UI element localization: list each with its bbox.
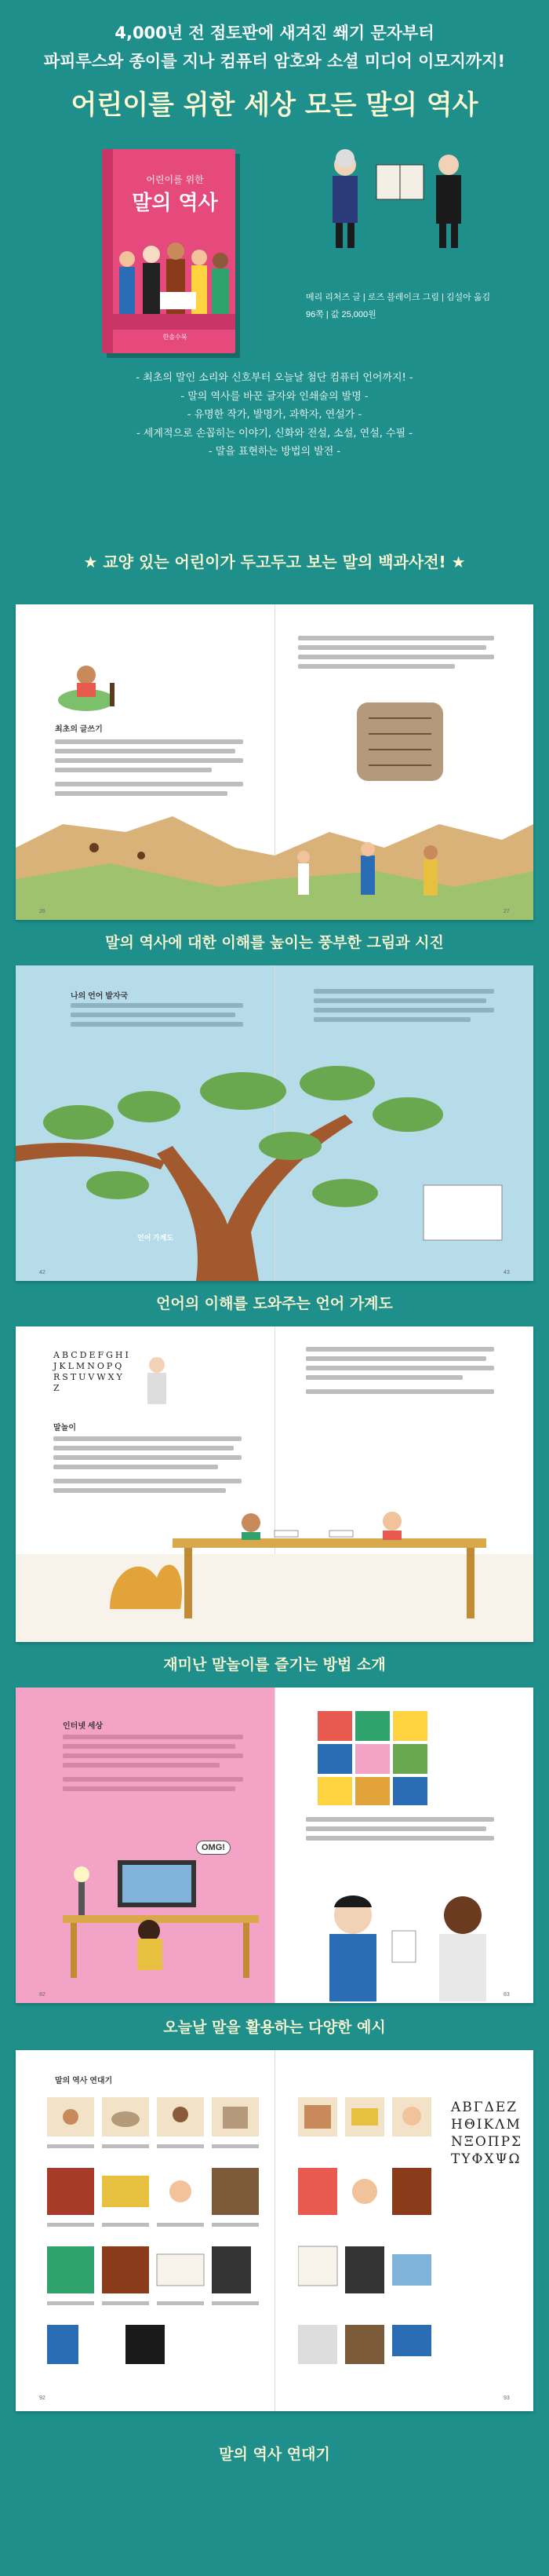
spread-language-tree: [16, 965, 533, 1281]
landscape-illustration: [16, 801, 533, 920]
text-line: [63, 1735, 243, 1739]
text-line: [55, 758, 243, 763]
spread-first-writing: [16, 604, 533, 920]
text-line: [63, 1786, 235, 1791]
text-line: [298, 664, 455, 669]
page-gutter: [274, 2050, 275, 2411]
page-number: 92: [39, 2395, 45, 2401]
text-line: [53, 1446, 234, 1450]
feature-item: - 세계적으로 손꼽히는 이야기, 신화와 전설, 소설, 연설, 수필 -: [136, 427, 413, 440]
greek-alphabet-line: ΗΘΙΚΛΜ: [451, 2117, 522, 2133]
text-line: [53, 1436, 242, 1441]
text-line: [63, 1744, 235, 1749]
spread-caption: 오늘날 말을 활용하는 다양한 예시: [163, 2019, 386, 2036]
greek-alphabet-line: ΑΒΓΔΕΖ: [451, 2100, 518, 2115]
book-cover-illustration: [113, 220, 235, 330]
book-title: 말의 역사: [132, 192, 218, 215]
feature-item: - 최초의 말인 소리와 신호부터 오늘날 첨단 컴퓨터 언어까지! -: [136, 372, 413, 384]
text-line: [55, 791, 227, 796]
timeline-left-illustration: [47, 2097, 259, 2380]
page-gutter: [274, 1688, 275, 2003]
language-tree-illustration: [16, 1028, 533, 1281]
text-line: [306, 1389, 494, 1394]
page-number: 26: [39, 909, 45, 914]
text-line: [55, 782, 243, 786]
tree-label: 언어 가계도: [137, 1234, 173, 1242]
headline-line-1: 4,000년 전 점토판에 새겨진 쐐기 문자부터: [115, 24, 434, 42]
main-title: 어린이를 위한 세상 모든 말의 역사: [71, 89, 478, 121]
text-line: [53, 1488, 226, 1493]
people-illustration: [314, 141, 478, 251]
spread-caption: 말의 역사에 대한 이해를 높이는 풍부한 그림과 시진: [105, 934, 444, 951]
text-line: [298, 645, 486, 650]
text-line: [306, 1817, 494, 1822]
page-number: 82: [39, 1992, 45, 1998]
spread-heading: 인터넷 세상: [63, 1722, 104, 1731]
spread-caption: 말의 역사 연대기: [219, 2446, 330, 2463]
page-number: 27: [504, 909, 510, 914]
text-line: [314, 1008, 494, 1013]
page-number: 83: [504, 1992, 510, 1998]
greek-alphabet-line: ΝΞΟΠΡΣ: [451, 2134, 523, 2150]
table-game-illustration: [16, 1507, 533, 1642]
text-line: [306, 1347, 494, 1352]
spread-internet: [16, 1688, 533, 2003]
feature-item: - 말의 역사를 바꾼 글자와 인쇄술의 발명 -: [180, 390, 369, 403]
text-line: [306, 1375, 463, 1380]
book-publisher: 한솔수북: [162, 334, 187, 341]
page-number: 93: [504, 2395, 510, 2401]
book-subtitle: 어린이를 위한: [146, 174, 204, 185]
emoji-grid-illustration: [318, 1711, 427, 1805]
timeline-right-illustration: [298, 2097, 439, 2380]
feature-item: - 유명한 작가, 발명가, 과학자, 연설가 -: [187, 409, 362, 421]
text-line: [306, 1356, 486, 1361]
text-line: [55, 739, 243, 744]
text-line: [53, 1455, 242, 1460]
chatting-people-illustration: [298, 1868, 518, 2001]
text-line: [63, 1763, 220, 1768]
reading-child-illustration: [55, 651, 133, 714]
spread-heading: 말놀이: [53, 1424, 76, 1432]
text-line: [71, 1022, 243, 1027]
book-cover: [102, 149, 235, 353]
text-line: [71, 1003, 243, 1008]
spread-caption: 재미난 말놀이를 즐기는 방법 소개: [163, 1656, 386, 1673]
clay-tablet-illustration: [353, 699, 447, 785]
text-line: [298, 655, 494, 659]
headline-line-2: 파피루스와 종이를 지나 컴퓨터 암호와 소셜 미디어 이모지까지!: [43, 52, 506, 71]
text-line: [55, 749, 235, 753]
text-line: [306, 1836, 494, 1841]
spread-word-games: [16, 1326, 533, 1642]
text-line: [306, 1826, 486, 1831]
spread-heading: 최초의 글쓰기: [55, 725, 103, 734]
text-line: [71, 1013, 235, 1017]
book-spine: [102, 149, 113, 353]
computer-desk-illustration: [47, 1829, 267, 1986]
greek-alphabet-line: ΤΥΦΧΨΩ: [451, 2151, 522, 2167]
spread-caption: 언어의 이해를 도와주는 언어 가계도: [156, 1295, 393, 1312]
page-number: 43: [504, 1270, 510, 1275]
tagline: ★ 교양 있는 어린이가 두고두고 보는 말의 백과사전! ★: [83, 553, 466, 571]
credits-authors: 메리 리처즈 글 | 로즈 블레이크 그림 | 김설아 옮김: [306, 293, 491, 302]
text-line: [53, 1465, 218, 1469]
page-number: 42: [39, 1270, 45, 1275]
text-line: [314, 998, 486, 1003]
feature-list: [0, 369, 549, 462]
text-line: [55, 768, 212, 772]
spread-heading: 말의 역사 연대기: [55, 2077, 113, 2085]
text-line: [63, 1753, 243, 1758]
credits-price: 96쪽 | 값 25,000원: [306, 310, 376, 319]
text-line: [53, 1479, 242, 1483]
text-line: [298, 636, 494, 640]
text-line: [306, 1366, 494, 1370]
spread-heading: 나의 언어 발자국: [71, 992, 129, 1001]
omg-speech-bubble: OMG!: [196, 1841, 231, 1855]
word-game-figure-illustration: [133, 1354, 180, 1409]
feature-item: - 말을 표현하는 방법의 발전 -: [208, 446, 341, 458]
text-line: [63, 1777, 243, 1782]
spread-timeline: [16, 2050, 533, 2411]
alphabet-grid: ABCDEFGHIJKLMNOPQRSTUVWXYZ: [53, 1350, 131, 1393]
text-line: [314, 989, 494, 994]
hero-section: [0, 0, 549, 612]
text-line: [314, 1017, 471, 1022]
